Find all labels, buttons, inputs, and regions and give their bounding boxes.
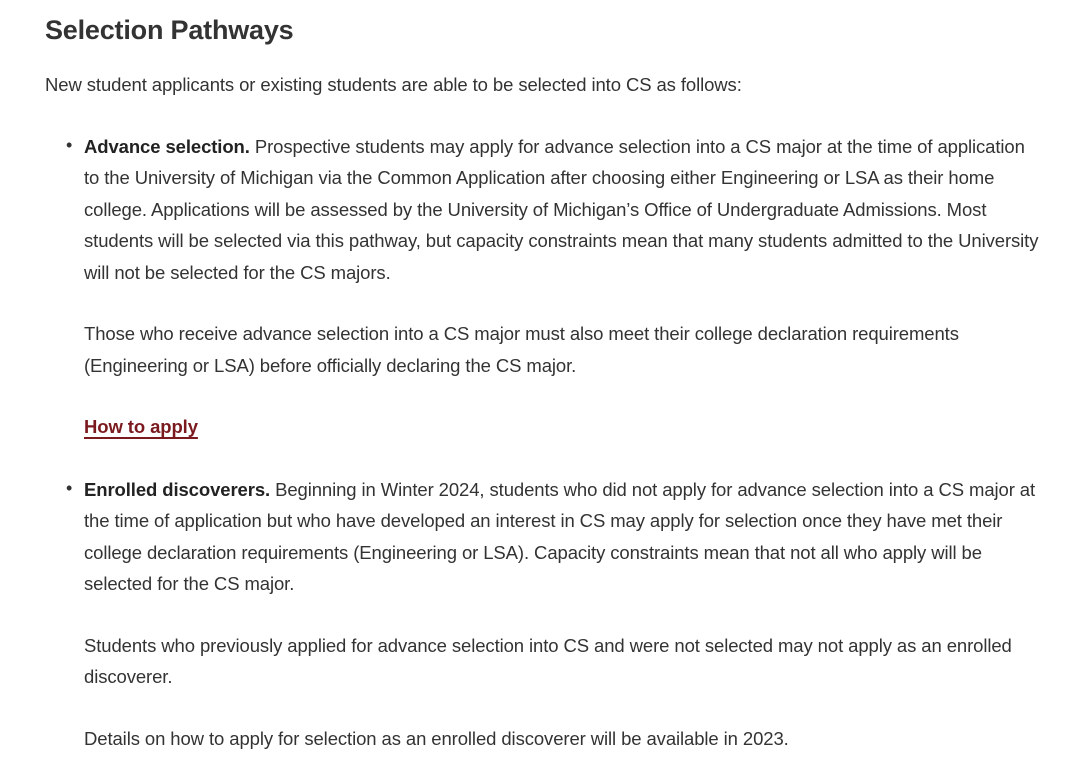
advance-selection-lead: Advance selection. [84,135,250,157]
advance-selection-paragraph-2: Those who receive advance selection into a CS major must also meet their college declaration requirements (Engineering or LSA) before officially declaring the CS major. [84,323,959,376]
enrolled-discoverers-paragraph-3: Details on how to apply for selection as an enrolled discoverer will be available in 2023. [84,727,789,749]
bullet-icon: • [66,477,73,498]
enrolled-discoverers-lead: Enrolled discoverers. [84,478,271,500]
how-to-apply-paragraph [84,411,1040,443]
how-to-apply-link[interactable]: How to apply [84,416,198,438]
enrolled-discoverers-paragraph-2: Students who previously applied for advance selection into CS and were not selected may not apply as an enrolled discoverer. [84,634,1012,688]
page-title: Selection Pathways [45,15,294,45]
selection-pathways-list [45,131,1040,755]
enrolled-discoverers-paragraph [84,474,1040,600]
intro-paragraph: New student applicants or existing students are able to be selected into CS as follows: [45,74,742,96]
bullet-icon: • [66,134,73,155]
list-item-advance-selection [66,131,1040,443]
enrolled-discoverers-body: Beginning in Winter 2024, students who did not apply for advance selection into a CS major at the time of application but who have developed an interest in CS may apply for selection once they have met their college declaration requirements (Engineering or LSA). Capacity constraints mean that not all who apply will be selected for the CS major. [84,478,1036,595]
advance-selection-paragraph [84,131,1040,289]
advance-selection-body: Prospective students may apply for advance selection into a CS major at the time of application to the University of Michigan via the Common Application after choosing either Engineering or LSA as their home college. Applications will be assessed by the University of Michigan’s Office of Undergraduate Admissions. Most students will be selected via this pathway, but capacity constraints mean that many students admitted to the University will not be selected for the CS majors. [84,135,1039,283]
list-item-enrolled-discoverers [66,474,1040,755]
